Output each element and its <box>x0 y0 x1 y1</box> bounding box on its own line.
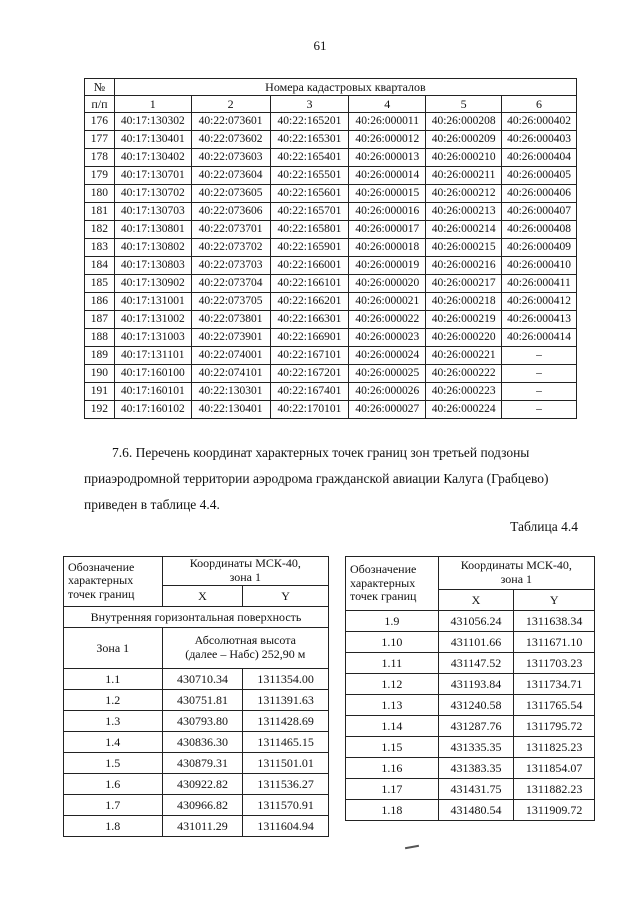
table-row <box>85 257 577 275</box>
page-number: 61 <box>313 38 327 53</box>
table-cell: 40:26:000220 <box>426 329 502 347</box>
table-cell: 40:22:073705 <box>191 293 270 311</box>
table-cell: 40:22:073606 <box>191 203 270 221</box>
table-cell: 40:22:165201 <box>270 113 349 131</box>
row-label-cell: 1.10 <box>346 632 439 653</box>
header-line: точек границ <box>68 587 135 602</box>
table-cell: 1311909.72 <box>514 800 595 821</box>
table-cell: 40:26:000224 <box>426 401 502 419</box>
table-row <box>85 203 577 221</box>
header-y: Y <box>514 590 595 611</box>
table-cell: 40:26:000020 <box>349 275 426 293</box>
table-cell: 40:22:130401 <box>191 401 270 419</box>
table-row <box>346 737 595 758</box>
table-cell: 40:22:166101 <box>270 275 349 293</box>
table-row <box>64 815 329 836</box>
header-line: зона 1 <box>500 572 533 586</box>
row-label-cell: 179 <box>85 167 115 185</box>
header-x: X <box>162 585 243 606</box>
table-cell: 40:22:166001 <box>270 257 349 275</box>
table-cell: 430793.80 <box>162 710 243 731</box>
table-cell: 40:26:000023 <box>349 329 426 347</box>
table-cell: 40:26:000012 <box>349 131 426 149</box>
table-cell: 40:22:165601 <box>270 185 349 203</box>
header-y: Y <box>243 585 329 606</box>
coordinates-table-left <box>63 556 329 837</box>
table-row <box>85 347 577 365</box>
table-cell: 40:26:000021 <box>349 293 426 311</box>
table-cell: 431287.76 <box>438 716 514 737</box>
table-cell: 1311638.34 <box>514 611 595 632</box>
table-cell: 40:22:073703 <box>191 257 270 275</box>
table-cell: 40:26:000212 <box>426 185 502 203</box>
table-cell: 40:22:165401 <box>270 149 349 167</box>
row-label-cell: 184 <box>85 257 115 275</box>
table-cell: 40:26:000409 <box>502 239 577 257</box>
table-cell: 40:26:000027 <box>349 401 426 419</box>
table-row <box>85 185 577 203</box>
table-row <box>64 689 329 710</box>
table-cell: 40:22:074101 <box>191 365 270 383</box>
absolute-height <box>162 627 328 668</box>
table-row <box>346 611 595 632</box>
table-cell: 40:26:000223 <box>426 383 502 401</box>
table-cell: 40:26:000406 <box>502 185 577 203</box>
paragraph-line: приведен в таблице 4.4. <box>84 497 220 512</box>
table-cell: 1311501.01 <box>243 752 329 773</box>
table-cell: 40:26:000213 <box>426 203 502 221</box>
table-row <box>64 710 329 731</box>
row-label-cell: 1.2 <box>64 689 163 710</box>
table-cell: – <box>502 365 577 383</box>
row-label-cell: 1.12 <box>346 674 439 695</box>
table-cell: 40:17:130902 <box>114 275 191 293</box>
table-cell: 431480.54 <box>438 800 514 821</box>
table-cell: 40:17:130402 <box>114 149 191 167</box>
table-cell: 40:26:000222 <box>426 365 502 383</box>
table-cell: 40:17:160101 <box>114 383 191 401</box>
table-cell: 40:22:073901 <box>191 329 270 347</box>
table-cell: 40:26:000217 <box>426 275 502 293</box>
table-cell: 40:22:166201 <box>270 293 349 311</box>
table-cell: 40:26:000408 <box>502 221 577 239</box>
table-cell: 430710.34 <box>162 668 243 689</box>
table-cell: 40:26:000208 <box>426 113 502 131</box>
header-coordinates <box>438 557 594 590</box>
table-cell: 40:22:167401 <box>270 383 349 401</box>
table-cell: 40:22:166901 <box>270 329 349 347</box>
table-row <box>85 311 577 329</box>
table-cell: 40:22:165701 <box>270 203 349 221</box>
table-row <box>64 794 329 815</box>
table-cell: 40:22:073601 <box>191 113 270 131</box>
table-cell: 40:26:000407 <box>502 203 577 221</box>
table-cell: 40:22:130301 <box>191 383 270 401</box>
row-label-cell: 1.17 <box>346 779 439 800</box>
table-cell: – <box>502 347 577 365</box>
row-label-cell: 1.3 <box>64 710 163 731</box>
table-cell: 40:22:167201 <box>270 365 349 383</box>
table-cell: 431240.58 <box>438 695 514 716</box>
table-cell: 431011.29 <box>162 815 243 836</box>
table-row <box>85 293 577 311</box>
table-cell: 40:22:074001 <box>191 347 270 365</box>
table-cell: 1311570.91 <box>243 794 329 815</box>
table-cell: 40:17:131003 <box>114 329 191 347</box>
col-header: 5 <box>426 96 502 113</box>
table-cell: 40:26:000011 <box>349 113 426 131</box>
table-cell: 430836.30 <box>162 731 243 752</box>
row-label-cell: 189 <box>85 347 115 365</box>
table-cell: 40:22:073604 <box>191 167 270 185</box>
table-cell: 40:22:165501 <box>270 167 349 185</box>
header-line: характерных <box>68 573 134 588</box>
table-cell: 40:26:000014 <box>349 167 426 185</box>
table-cell: 40:17:131002 <box>114 311 191 329</box>
table-cell: 40:26:000017 <box>349 221 426 239</box>
table-cell: 1311428.69 <box>243 710 329 731</box>
table-cell: 1311825.23 <box>514 737 595 758</box>
table-row <box>85 401 577 419</box>
table-cell: 40:26:000016 <box>349 203 426 221</box>
row-label-cell: 185 <box>85 275 115 293</box>
table-cell: 40:17:131101 <box>114 347 191 365</box>
table-cell: 431431.75 <box>438 779 514 800</box>
table-cell: 40:26:000013 <box>349 149 426 167</box>
col-header: 2 <box>191 96 270 113</box>
table-row <box>64 668 329 689</box>
table-cell: 40:17:130802 <box>114 239 191 257</box>
table-cell: 1311882.23 <box>514 779 595 800</box>
header-point-designation <box>346 557 439 611</box>
table-cell: 1311734.71 <box>514 674 595 695</box>
row-label-cell: 1.16 <box>346 758 439 779</box>
table-cell: 40:26:000414 <box>502 329 577 347</box>
table-cell: 40:17:130803 <box>114 257 191 275</box>
col-header: 1 <box>114 96 191 113</box>
row-label-cell: 178 <box>85 149 115 167</box>
col-header: 6 <box>502 96 577 113</box>
height-line: Абсолютная высота <box>194 632 296 647</box>
table-cell: 431383.35 <box>438 758 514 779</box>
table-row <box>346 632 595 653</box>
table-row <box>85 113 577 131</box>
table-cell: 40:22:073603 <box>191 149 270 167</box>
table-cell: 40:26:000404 <box>502 149 577 167</box>
table-cell: 40:22:170101 <box>270 401 349 419</box>
table-cell: 40:22:165901 <box>270 239 349 257</box>
row-label-cell: 190 <box>85 365 115 383</box>
table-cell: 40:26:000402 <box>502 113 577 131</box>
description-paragraph <box>84 440 578 518</box>
table-cell: 40:22:073704 <box>191 275 270 293</box>
table-row <box>346 779 595 800</box>
table-cell: 40:22:165301 <box>270 131 349 149</box>
table-row <box>85 383 577 401</box>
table-cell: – <box>502 383 577 401</box>
row-label-cell: 1.11 <box>346 653 439 674</box>
header-line: Координаты МСК-40, <box>189 556 301 570</box>
header-x: X <box>438 590 514 611</box>
table-cell: 40:26:000026 <box>349 383 426 401</box>
table-cell: 40:26:000405 <box>502 167 577 185</box>
row-label-cell: 192 <box>85 401 115 419</box>
table-cell: 1311536.27 <box>243 773 329 794</box>
table-cell: 40:17:130401 <box>114 131 191 149</box>
table-row <box>346 800 595 821</box>
row-label-cell: 1.1 <box>64 668 163 689</box>
row-label-cell: 1.9 <box>346 611 439 632</box>
table-cell: 40:17:130302 <box>114 113 191 131</box>
row-label-cell: 180 <box>85 185 115 203</box>
table-cell: 40:26:000410 <box>502 257 577 275</box>
row-label-cell: 182 <box>85 221 115 239</box>
table-cell: 40:22:073701 <box>191 221 270 239</box>
table-cell: 40:22:073801 <box>191 311 270 329</box>
table-cell: 40:17:160102 <box>114 401 191 419</box>
table-cell: 40:22:167101 <box>270 347 349 365</box>
table-cell: 431056.24 <box>438 611 514 632</box>
table-row <box>85 275 577 293</box>
scan-mark <box>405 845 419 849</box>
header-line: Координаты МСК-40, <box>460 558 572 573</box>
row-label-cell: 191 <box>85 383 115 401</box>
table-cell: 40:22:073602 <box>191 131 270 149</box>
table-cell: 430922.82 <box>162 773 243 794</box>
table-cell: 1311391.63 <box>243 689 329 710</box>
row-label-cell: 1.4 <box>64 731 163 752</box>
table-cell: 40:22:073702 <box>191 239 270 257</box>
table-cell: 40:26:000022 <box>349 311 426 329</box>
row-label-cell: 1.14 <box>346 716 439 737</box>
table-cell: 40:26:000412 <box>502 293 577 311</box>
table-cell: 1311854.07 <box>514 758 595 779</box>
header-point-designation <box>64 557 163 607</box>
col-header-pp: п/п <box>85 96 115 113</box>
table-cell: 431193.84 <box>438 674 514 695</box>
table-cell: 430751.81 <box>162 689 243 710</box>
table-cell: 40:26:000024 <box>349 347 426 365</box>
table-cell: 40:17:130702 <box>114 185 191 203</box>
section-title: Внутренняя горизонтальная поверхность <box>64 606 329 627</box>
table-cell: 1311354.00 <box>243 668 329 689</box>
table-cell: 40:22:165801 <box>270 221 349 239</box>
table-row <box>346 716 595 737</box>
table-cell: 40:26:000218 <box>426 293 502 311</box>
col-header: 4 <box>349 96 426 113</box>
table-row <box>85 167 577 185</box>
table-cell: 1311765.54 <box>514 695 595 716</box>
row-label-cell: 181 <box>85 203 115 221</box>
table-cell: 1311671.10 <box>514 632 595 653</box>
table-row <box>64 773 329 794</box>
table-cell: 430879.31 <box>162 752 243 773</box>
col-header: 3 <box>270 96 349 113</box>
table-cell: 40:26:000216 <box>426 257 502 275</box>
table-cell: 40:17:160100 <box>114 365 191 383</box>
table-cell: 40:22:166301 <box>270 311 349 329</box>
header-line: Обозначение <box>350 561 417 576</box>
table-cell: – <box>502 401 577 419</box>
cadastral-quarters-table <box>84 78 577 419</box>
row-label-cell: 186 <box>85 293 115 311</box>
table-cell: 40:26:000215 <box>426 239 502 257</box>
table-cell: 40:26:000211 <box>426 167 502 185</box>
zone-label: Зона 1 <box>64 627 163 668</box>
table-cell: 40:26:000210 <box>426 149 502 167</box>
row-label-cell: 188 <box>85 329 115 347</box>
table-row <box>85 131 577 149</box>
row-label-cell: 1.15 <box>346 737 439 758</box>
row-label-cell: 1.13 <box>346 695 439 716</box>
table-cell: 40:26:000209 <box>426 131 502 149</box>
table-cell: 40:26:000411 <box>502 275 577 293</box>
col-header-number: № <box>85 79 115 96</box>
row-label-cell: 1.18 <box>346 800 439 821</box>
row-label-cell: 183 <box>85 239 115 257</box>
table-cell: 1311465.15 <box>243 731 329 752</box>
table-cell: 40:26:000015 <box>349 185 426 203</box>
coordinates-table-right <box>345 556 595 821</box>
table-cell: 40:26:000025 <box>349 365 426 383</box>
row-label-cell: 176 <box>85 113 115 131</box>
table-row <box>85 365 577 383</box>
table-cell: 431101.66 <box>438 632 514 653</box>
table-cell: 40:17:130703 <box>114 203 191 221</box>
table-row <box>346 674 595 695</box>
table-row <box>85 149 577 167</box>
table-cell: 1311703.23 <box>514 653 595 674</box>
table-cell: 40:26:000219 <box>426 311 502 329</box>
table-cell: 40:26:000018 <box>349 239 426 257</box>
header-coordinates <box>162 557 328 586</box>
header-line: характерных <box>350 575 416 590</box>
paragraph-line: 7.6. Перечень координат характерных точек границ зон третьей подзоны <box>112 445 530 460</box>
header-line: Обозначение <box>68 559 135 574</box>
height-line: (далее – Набс) 252,90 м <box>185 646 306 661</box>
table-cell: 1311604.94 <box>243 815 329 836</box>
header-line: точек границ <box>350 589 417 604</box>
table-cell: 431335.35 <box>438 737 514 758</box>
table-cell: 430966.82 <box>162 794 243 815</box>
table-row <box>346 653 595 674</box>
table-cell: 40:17:131001 <box>114 293 191 311</box>
table-row <box>64 752 329 773</box>
table-cell: 40:26:000214 <box>426 221 502 239</box>
table-caption: Таблица 4.4 <box>510 519 578 534</box>
table-cell: 40:26:000019 <box>349 257 426 275</box>
table-row <box>85 329 577 347</box>
table-cell: 40:26:000221 <box>426 347 502 365</box>
table-cell: 40:17:130701 <box>114 167 191 185</box>
row-label-cell: 1.8 <box>64 815 163 836</box>
row-label-cell: 177 <box>85 131 115 149</box>
table-cell: 40:17:130801 <box>114 221 191 239</box>
table-cell: 40:26:000403 <box>502 131 577 149</box>
row-label-cell: 1.6 <box>64 773 163 794</box>
table-cell: 40:26:000413 <box>502 311 577 329</box>
header-line: зона 1 <box>229 569 262 584</box>
table-row <box>85 221 577 239</box>
table-cell: 1311795.72 <box>514 716 595 737</box>
table-row <box>64 731 329 752</box>
col-header-group: Номера кадастровых кварталов <box>114 79 576 96</box>
table-row <box>346 695 595 716</box>
paragraph-line: приаэродромной территории аэродрома гражданской авиации Калуга (Грабцево) <box>84 471 549 486</box>
row-label-cell: 187 <box>85 311 115 329</box>
row-label-cell: 1.7 <box>64 794 163 815</box>
table-row <box>85 239 577 257</box>
table-cell: 40:22:073605 <box>191 185 270 203</box>
row-label-cell: 1.5 <box>64 752 163 773</box>
table-cell: 431147.52 <box>438 653 514 674</box>
table-row <box>346 758 595 779</box>
